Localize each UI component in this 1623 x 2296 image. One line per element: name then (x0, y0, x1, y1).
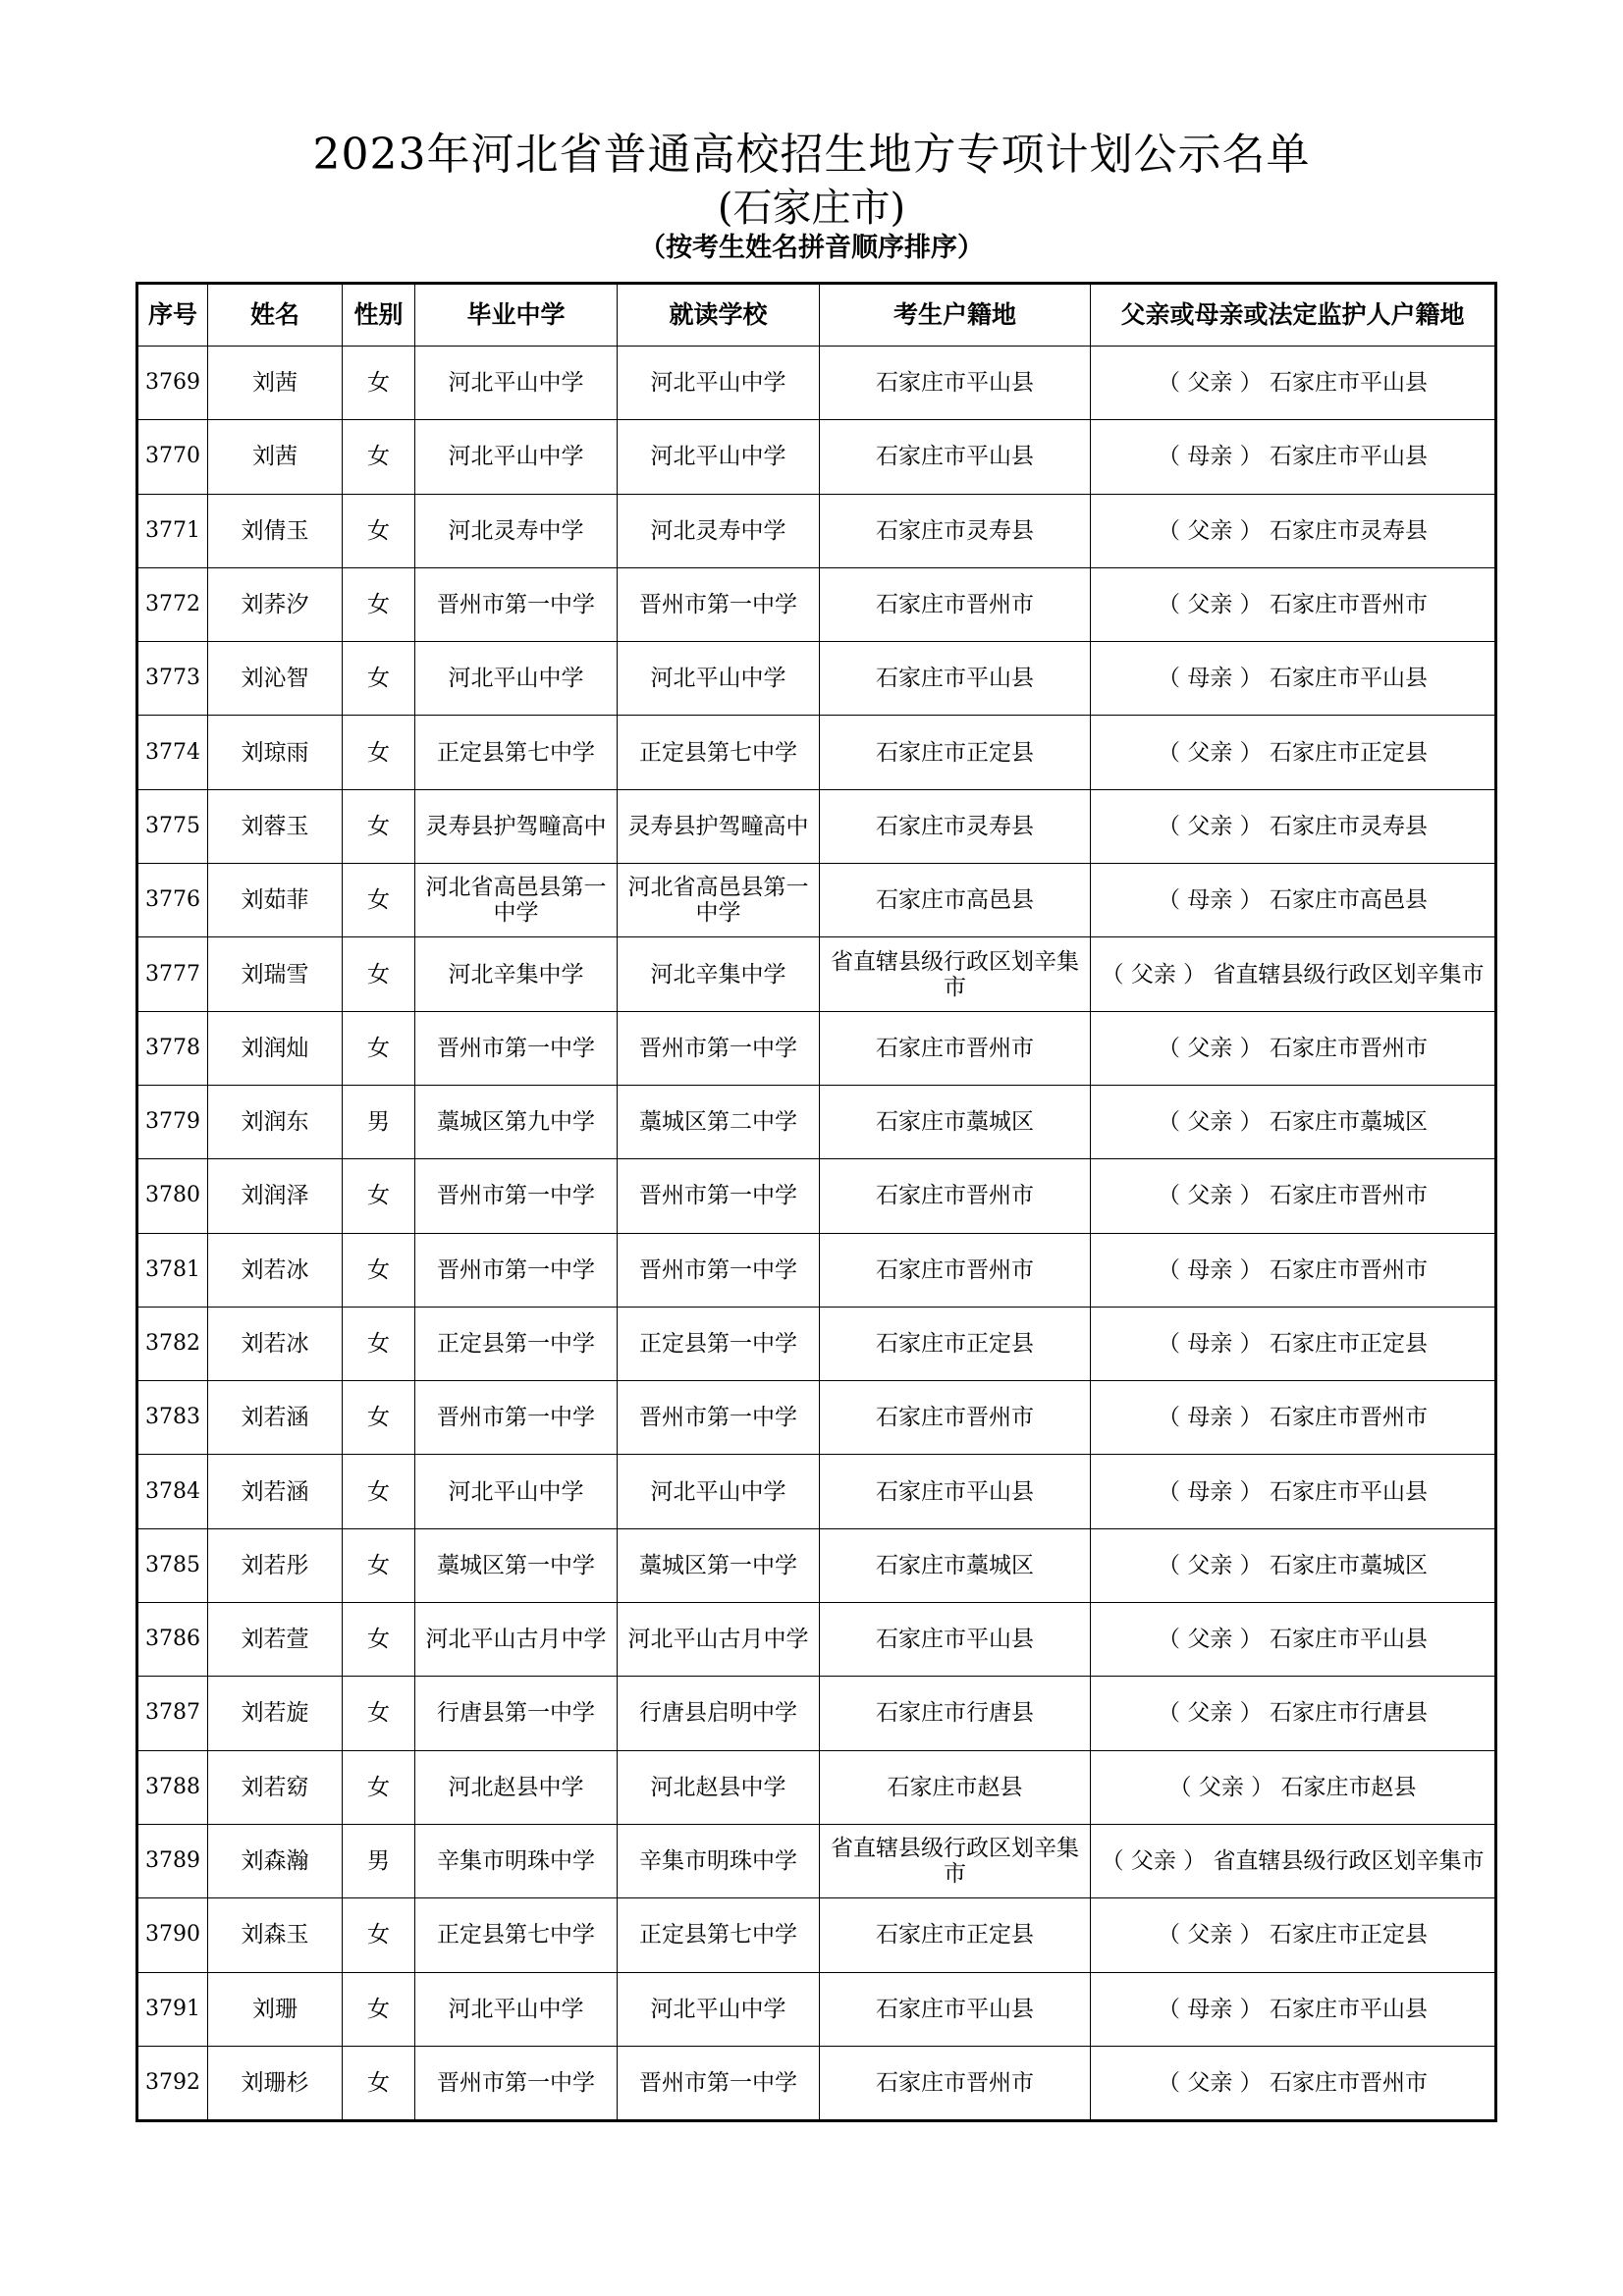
cell-current-school: 正定县第一中学 (618, 1307, 820, 1380)
table-row (137, 1603, 1496, 1677)
table-row (137, 789, 1496, 863)
cell-seq: 3791 (137, 1972, 208, 2046)
cell-sex: 女 (343, 716, 415, 789)
cell-student-hukou: 石家庄市晋州市 (820, 1381, 1091, 1455)
cell-current-school: 晋州市第一中学 (618, 2046, 820, 2120)
cell-student-hukou: 石家庄市行唐县 (820, 1677, 1091, 1750)
cell-sex: 女 (343, 1972, 415, 2046)
cell-current-school: 辛集市明珠中学 (618, 1824, 820, 1897)
cell-current-school: 晋州市第一中学 (618, 1159, 820, 1233)
cell-graduation-school: 晋州市第一中学 (415, 1011, 618, 1085)
cell-graduation-school: 灵寿县护驾疃高中 (415, 789, 618, 863)
table-body (137, 347, 1496, 2121)
table-row (137, 1011, 1496, 1085)
cell-name: 刘润灿 (208, 1011, 343, 1085)
cell-student-hukou: 石家庄市正定县 (820, 1898, 1091, 1972)
cell-guardian-hukou: （ 母亲 ） 石家庄市晋州市 (1091, 1381, 1496, 1455)
cell-current-school: 晋州市第一中学 (618, 1233, 820, 1307)
cell-name: 刘珊杉 (208, 2046, 343, 2120)
cell-name: 刘若涵 (208, 1381, 343, 1455)
cell-sex: 女 (343, 567, 415, 641)
cell-student-hukou: 石家庄市平山县 (820, 420, 1091, 494)
cell-sex: 女 (343, 2046, 415, 2120)
cell-seq: 3781 (137, 1233, 208, 1307)
cell-student-hukou: 石家庄市平山县 (820, 1603, 1091, 1677)
cell-guardian-hukou: （ 父亲 ） 石家庄市晋州市 (1091, 1011, 1496, 1085)
cell-name: 刘蓉玉 (208, 789, 343, 863)
cell-seq: 3790 (137, 1898, 208, 1972)
cell-current-school: 河北平山中学 (618, 347, 820, 420)
table-row (137, 1972, 1496, 2046)
cell-guardian-hukou: （ 父亲 ） 石家庄市行唐县 (1091, 1677, 1496, 1750)
cell-current-school: 河北平山古月中学 (618, 1603, 820, 1677)
cell-current-school: 晋州市第一中学 (618, 1381, 820, 1455)
cell-student-hukou: 石家庄市晋州市 (820, 1159, 1091, 1233)
cell-sex: 女 (343, 1233, 415, 1307)
cell-name: 刘若旋 (208, 1677, 343, 1750)
cell-sex: 男 (343, 1824, 415, 1897)
cell-student-hukou: 石家庄市平山县 (820, 1455, 1091, 1528)
cell-guardian-hukou: （ 父亲 ） 石家庄市晋州市 (1091, 1159, 1496, 1233)
cell-sex: 女 (343, 1381, 415, 1455)
table-row (137, 716, 1496, 789)
cell-sex: 女 (343, 1603, 415, 1677)
cell-graduation-school: 河北平山中学 (415, 1455, 618, 1528)
table-row (137, 567, 1496, 641)
cell-graduation-school: 晋州市第一中学 (415, 567, 618, 641)
column-header-guardian-hukou: 父亲或母亲或法定监护人户籍地 (1091, 284, 1496, 347)
cell-graduation-school: 晋州市第一中学 (415, 1233, 618, 1307)
cell-seq: 3787 (137, 1677, 208, 1750)
cell-sex: 女 (343, 937, 415, 1011)
cell-current-school: 灵寿县护驾疃高中 (618, 789, 820, 863)
table-row (137, 1677, 1496, 1750)
cell-name: 刘茜 (208, 347, 343, 420)
cell-name: 刘荞汐 (208, 567, 343, 641)
cell-student-hukou: 石家庄市正定县 (820, 716, 1091, 789)
cell-current-school: 河北平山中学 (618, 642, 820, 716)
cell-seq: 3772 (137, 567, 208, 641)
cell-current-school: 藁城区第一中学 (618, 1528, 820, 1602)
cell-sex: 女 (343, 494, 415, 567)
column-header-student-hukou: 考生户籍地 (820, 284, 1091, 347)
cell-seq: 3770 (137, 420, 208, 494)
cell-graduation-school: 晋州市第一中学 (415, 1159, 618, 1233)
cell-current-school: 河北平山中学 (618, 420, 820, 494)
cell-current-school: 河北赵县中学 (618, 1750, 820, 1824)
cell-seq: 3769 (137, 347, 208, 420)
cell-seq: 3774 (137, 716, 208, 789)
cell-student-hukou: 石家庄市藁城区 (820, 1528, 1091, 1602)
cell-graduation-school: 河北辛集中学 (415, 937, 618, 1011)
cell-name: 刘若窈 (208, 1750, 343, 1824)
table-row (137, 1085, 1496, 1158)
cell-seq: 3782 (137, 1307, 208, 1380)
cell-graduation-school: 河北省高邑县第一中学 (415, 864, 618, 937)
table-row (137, 420, 1496, 494)
cell-sex: 女 (343, 1011, 415, 1085)
table-row (137, 1824, 1496, 1897)
cell-name: 刘珊 (208, 1972, 343, 2046)
cell-sex: 女 (343, 789, 415, 863)
cell-name: 刘润泽 (208, 1159, 343, 1233)
table-row (137, 1898, 1496, 1972)
cell-name: 刘茹菲 (208, 864, 343, 937)
cell-seq: 3779 (137, 1085, 208, 1158)
cell-student-hukou: 石家庄市晋州市 (820, 1011, 1091, 1085)
cell-student-hukou: 石家庄市平山县 (820, 642, 1091, 716)
cell-guardian-hukou: （ 父亲 ） 省直辖县级行政区划辛集市 (1091, 937, 1496, 1011)
cell-seq: 3780 (137, 1159, 208, 1233)
cell-guardian-hukou: （ 母亲 ） 石家庄市平山县 (1091, 1455, 1496, 1528)
cell-current-school: 藁城区第二中学 (618, 1085, 820, 1158)
cell-graduation-school: 正定县第七中学 (415, 1898, 618, 1972)
cell-guardian-hukou: （ 母亲 ） 石家庄市平山县 (1091, 420, 1496, 494)
column-header-current-school: 就读学校 (618, 284, 820, 347)
cell-guardian-hukou: （ 父亲 ） 石家庄市晋州市 (1091, 2046, 1496, 2120)
cell-graduation-school: 河北平山古月中学 (415, 1603, 618, 1677)
cell-student-hukou: 石家庄市正定县 (820, 1307, 1091, 1380)
cell-guardian-hukou: （ 父亲 ） 石家庄市正定县 (1091, 1898, 1496, 1972)
cell-seq: 3776 (137, 864, 208, 937)
cell-sex: 女 (343, 420, 415, 494)
table-row (137, 494, 1496, 567)
table-row (137, 347, 1496, 420)
cell-seq: 3784 (137, 1455, 208, 1528)
cell-graduation-school: 晋州市第一中学 (415, 1381, 618, 1455)
cell-guardian-hukou: （ 父亲 ） 石家庄市藁城区 (1091, 1528, 1496, 1602)
cell-name: 刘森玉 (208, 1898, 343, 1972)
column-header-name: 姓名 (208, 284, 343, 347)
cell-current-school: 河北省高邑县第一中学 (618, 864, 820, 937)
cell-name: 刘森瀚 (208, 1824, 343, 1897)
cell-guardian-hukou: （ 母亲 ） 石家庄市平山县 (1091, 1972, 1496, 2046)
cell-student-hukou: 石家庄市高邑县 (820, 864, 1091, 937)
cell-current-school: 晋州市第一中学 (618, 1011, 820, 1085)
cell-guardian-hukou: （ 母亲 ） 石家庄市正定县 (1091, 1307, 1496, 1380)
cell-graduation-school: 河北平山中学 (415, 420, 618, 494)
cell-seq: 3785 (137, 1528, 208, 1602)
cell-graduation-school: 辛集市明珠中学 (415, 1824, 618, 1897)
cell-name: 刘若冰 (208, 1307, 343, 1380)
cell-guardian-hukou: （ 父亲 ） 石家庄市平山县 (1091, 347, 1496, 420)
table-row (137, 1381, 1496, 1455)
cell-student-hukou: 石家庄市赵县 (820, 1750, 1091, 1824)
cell-graduation-school: 正定县第七中学 (415, 716, 618, 789)
cell-guardian-hukou: （ 父亲 ） 石家庄市平山县 (1091, 1603, 1496, 1677)
table-header-row (137, 284, 1496, 347)
column-header-graduation-school: 毕业中学 (415, 284, 618, 347)
cell-name: 刘琼雨 (208, 716, 343, 789)
cell-student-hukou: 石家庄市晋州市 (820, 2046, 1091, 2120)
column-header-sex: 性别 (343, 284, 415, 347)
cell-student-hukou: 石家庄市平山县 (820, 1972, 1091, 2046)
cell-graduation-school: 晋州市第一中学 (415, 2046, 618, 2120)
sort-note: （按考生姓名拼音顺序排序） (639, 233, 984, 263)
cell-sex: 女 (343, 347, 415, 420)
cell-seq: 3775 (137, 789, 208, 863)
cell-student-hukou: 省直辖县级行政区划辛集市 (820, 1824, 1091, 1897)
cell-current-school: 河北灵寿中学 (618, 494, 820, 567)
table-row (137, 2046, 1496, 2120)
cell-guardian-hukou: （ 父亲 ） 石家庄市藁城区 (1091, 1085, 1496, 1158)
column-header-seq: 序号 (137, 284, 208, 347)
cell-guardian-hukou: （ 父亲 ） 省直辖县级行政区划辛集市 (1091, 1824, 1496, 1897)
cell-name: 刘润东 (208, 1085, 343, 1158)
cell-seq: 3789 (137, 1824, 208, 1897)
cell-current-school: 河北平山中学 (618, 1972, 820, 2046)
cell-student-hukou: 石家庄市藁城区 (820, 1085, 1091, 1158)
cell-sex: 女 (343, 1159, 415, 1233)
cell-student-hukou: 石家庄市平山县 (820, 347, 1091, 420)
cell-name: 刘若冰 (208, 1233, 343, 1307)
cell-current-school: 河北平山中学 (618, 1455, 820, 1528)
cell-name: 刘倩玉 (208, 494, 343, 567)
cell-guardian-hukou: （ 父亲 ） 石家庄市灵寿县 (1091, 789, 1496, 863)
cell-sex: 女 (343, 1528, 415, 1602)
cell-seq: 3783 (137, 1381, 208, 1455)
cell-guardian-hukou: （ 母亲 ） 石家庄市晋州市 (1091, 1233, 1496, 1307)
cell-sex: 女 (343, 864, 415, 937)
cell-name: 刘若涵 (208, 1455, 343, 1528)
roster-table (135, 282, 1497, 2122)
cell-current-school: 晋州市第一中学 (618, 567, 820, 641)
cell-student-hukou: 石家庄市晋州市 (820, 1233, 1091, 1307)
cell-graduation-school: 河北平山中学 (415, 642, 618, 716)
cell-current-school: 河北辛集中学 (618, 937, 820, 1011)
page-title: 2023年河北省普通高校招生地方专项计划公示名单 (312, 130, 1311, 180)
cell-sex: 女 (343, 1455, 415, 1528)
cell-student-hukou: 石家庄市灵寿县 (820, 494, 1091, 567)
cell-seq: 3792 (137, 2046, 208, 2120)
cell-graduation-school: 河北赵县中学 (415, 1750, 618, 1824)
cell-sex: 男 (343, 1085, 415, 1158)
table-row (137, 1233, 1496, 1307)
cell-name: 刘瑞雪 (208, 937, 343, 1011)
cell-name: 刘若萱 (208, 1603, 343, 1677)
table-row (137, 1159, 1496, 1233)
cell-current-school: 正定县第七中学 (618, 1898, 820, 1972)
table-row (137, 1528, 1496, 1602)
cell-graduation-school: 行唐县第一中学 (415, 1677, 618, 1750)
cell-seq: 3788 (137, 1750, 208, 1824)
cell-seq: 3786 (137, 1603, 208, 1677)
table-row (137, 864, 1496, 937)
cell-student-hukou: 省直辖县级行政区划辛集市 (820, 937, 1091, 1011)
table-row (137, 1455, 1496, 1528)
cell-current-school: 正定县第七中学 (618, 716, 820, 789)
cell-seq: 3778 (137, 1011, 208, 1085)
cell-seq: 3777 (137, 937, 208, 1011)
cell-graduation-school: 河北灵寿中学 (415, 494, 618, 567)
cell-graduation-school: 藁城区第一中学 (415, 1528, 618, 1602)
cell-name: 刘若彤 (208, 1528, 343, 1602)
cell-name: 刘茜 (208, 420, 343, 494)
cell-graduation-school: 河北平山中学 (415, 1972, 618, 2046)
cell-sex: 女 (343, 642, 415, 716)
cell-graduation-school: 河北平山中学 (415, 347, 618, 420)
cell-graduation-school: 藁城区第九中学 (415, 1085, 618, 1158)
cell-seq: 3773 (137, 642, 208, 716)
cell-student-hukou: 石家庄市灵寿县 (820, 789, 1091, 863)
cell-guardian-hukou: （ 父亲 ） 石家庄市灵寿县 (1091, 494, 1496, 567)
cell-guardian-hukou: （ 父亲 ） 石家庄市赵县 (1091, 1750, 1496, 1824)
cell-seq: 3771 (137, 494, 208, 567)
cell-name: 刘沁智 (208, 642, 343, 716)
page-subtitle: (石家庄市) (717, 186, 906, 231)
cell-sex: 女 (343, 1898, 415, 1972)
cell-guardian-hukou: （ 父亲 ） 石家庄市正定县 (1091, 716, 1496, 789)
table-row (137, 1307, 1496, 1380)
cell-sex: 女 (343, 1750, 415, 1824)
cell-guardian-hukou: （ 父亲 ） 石家庄市晋州市 (1091, 567, 1496, 641)
cell-sex: 女 (343, 1677, 415, 1750)
table-row (137, 937, 1496, 1011)
cell-guardian-hukou: （ 母亲 ） 石家庄市高邑县 (1091, 864, 1496, 937)
cell-current-school: 行唐县启明中学 (618, 1677, 820, 1750)
table-row (137, 642, 1496, 716)
cell-guardian-hukou: （ 母亲 ） 石家庄市平山县 (1091, 642, 1496, 716)
cell-graduation-school: 正定县第一中学 (415, 1307, 618, 1380)
table-row (137, 1750, 1496, 1824)
cell-sex: 女 (343, 1307, 415, 1380)
cell-student-hukou: 石家庄市晋州市 (820, 567, 1091, 641)
